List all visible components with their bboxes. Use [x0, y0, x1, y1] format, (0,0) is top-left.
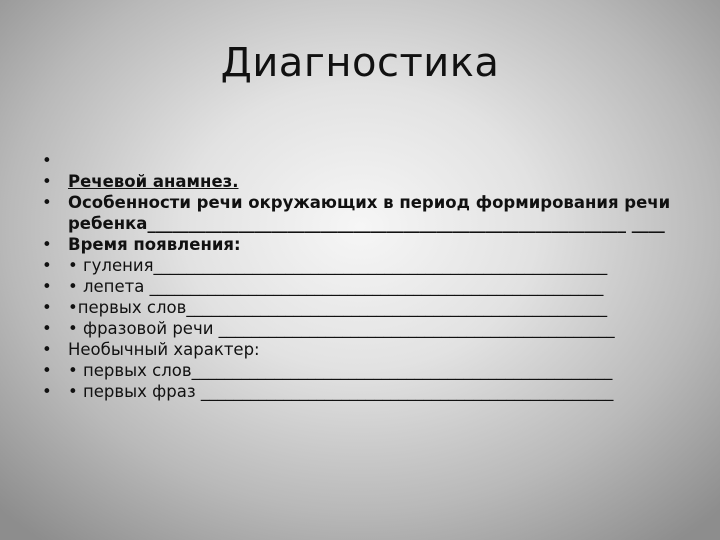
bullet-icon: • [42, 361, 52, 380]
list-item [42, 150, 682, 171]
bullet-icon: • [42, 172, 52, 191]
list-item [42, 297, 682, 318]
list-item [42, 276, 682, 297]
list-item-text: Речевой анамнез. [68, 172, 239, 191]
list-item-text: • лепета _______________________________________________________ [68, 277, 604, 296]
bullet-icon: • [42, 382, 52, 401]
list-item-text: •первых слов___________________________________________________ [68, 298, 608, 317]
bullet-icon: • [42, 193, 52, 212]
list-item-text: Особенности речи окружающих в период формирования речи ребенка__________________________________________________________ ____ [68, 193, 676, 233]
list-item [42, 381, 682, 402]
list-item [42, 360, 682, 381]
list-item-text: • гуления_______________________________________________________ [68, 256, 608, 275]
bullet-list [42, 150, 682, 402]
list-item-text: Время появления: [68, 235, 241, 254]
list-item [42, 255, 682, 276]
list-item-text: • первых слов___________________________________________________ [68, 361, 613, 380]
bullet-icon: • [42, 151, 52, 170]
bullet-icon: • [42, 340, 52, 359]
bullet-icon: • [42, 235, 52, 254]
list-item [42, 171, 682, 192]
list-item-text: Необычный характер: [68, 340, 260, 359]
list-item [42, 234, 682, 255]
list-item [42, 339, 682, 360]
list-item [42, 192, 682, 234]
list-item-text: • первых фраз __________________________________________________ [68, 382, 614, 401]
list-item-text: • фразовой речи ________________________________________________ [68, 319, 615, 338]
list-item [42, 318, 682, 339]
bullet-icon: • [42, 319, 52, 338]
bullet-icon: • [42, 277, 52, 296]
bullet-icon: • [42, 298, 52, 317]
slide-title: Диагностика [220, 40, 500, 86]
bullet-icon: • [42, 256, 52, 275]
